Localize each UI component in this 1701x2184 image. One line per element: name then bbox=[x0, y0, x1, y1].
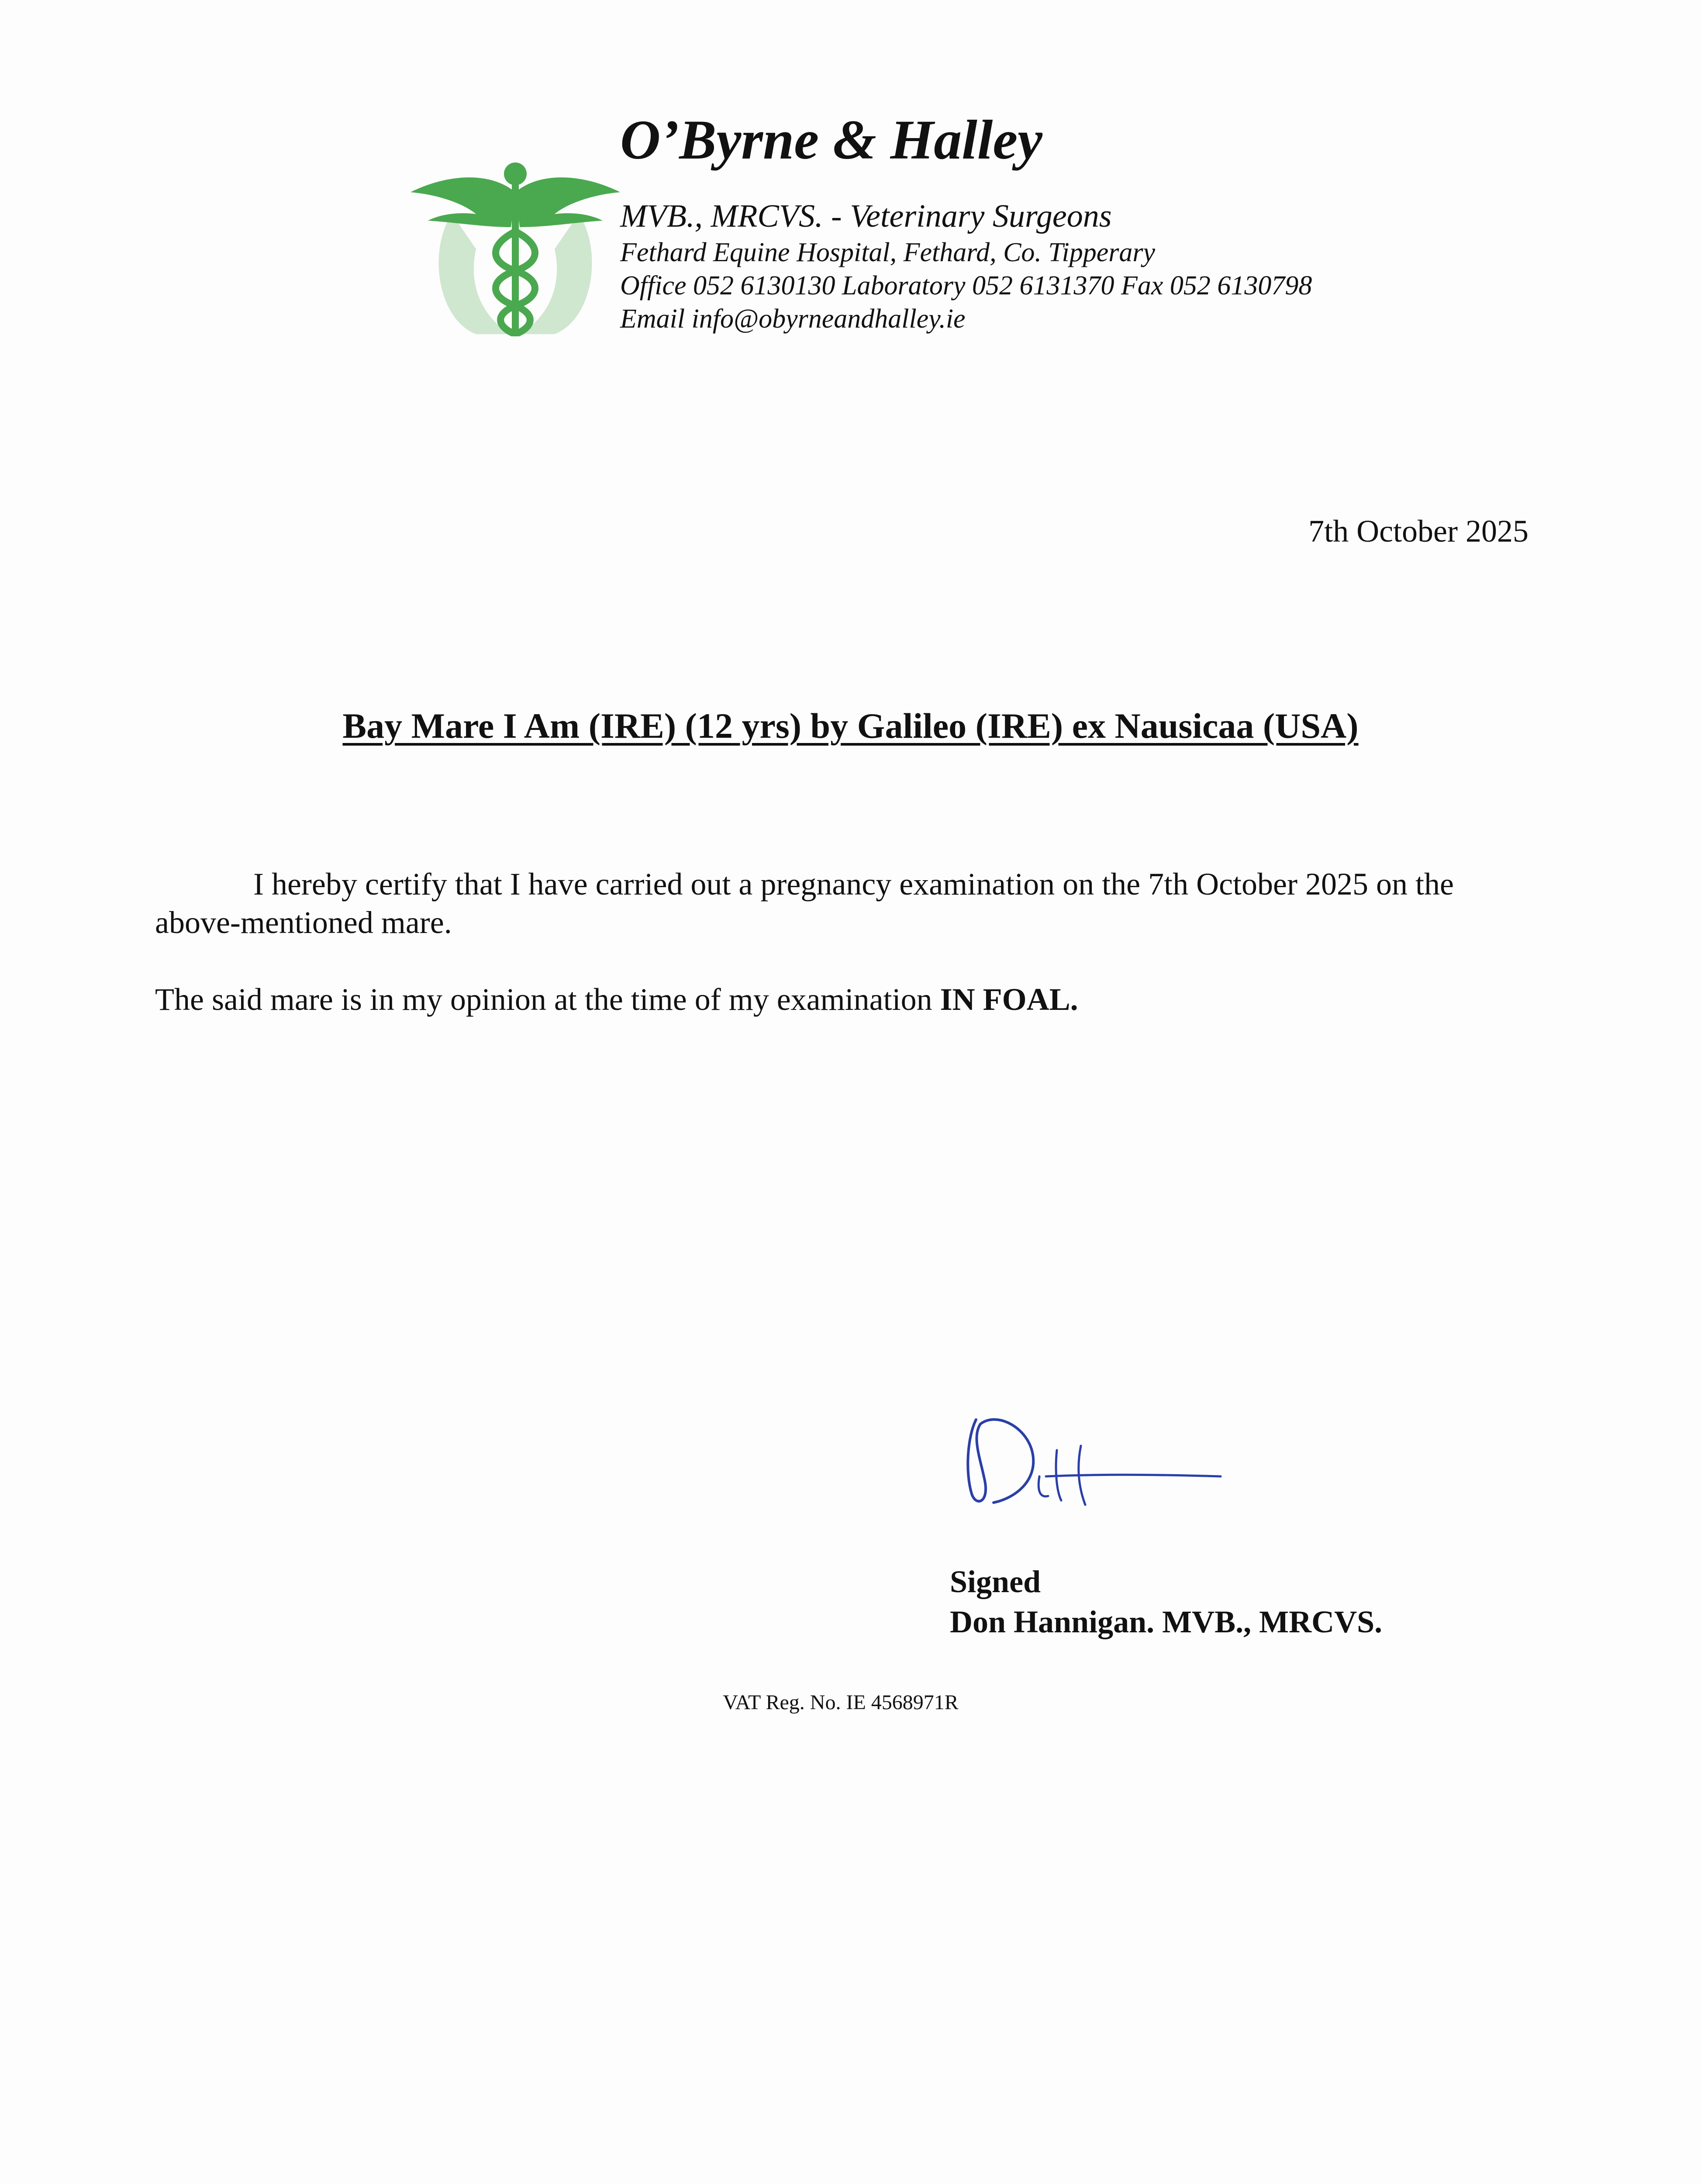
letter-body bbox=[155, 865, 1531, 1019]
opinion-result: IN FOAL. bbox=[940, 982, 1078, 1017]
caduceus-horseshoe-icon bbox=[411, 162, 620, 336]
letterhead bbox=[411, 109, 1459, 345]
signed-label: Signed bbox=[950, 1564, 1041, 1599]
certification-paragraph: I hereby certify that I have carried out a pregnancy examination on the 7th October 2025 on the above-mentioned mare. bbox=[155, 867, 1454, 940]
firm-email: Email info@obyrneandhalley.ie bbox=[620, 304, 966, 334]
firm-address: Fethard Equine Hospital, Fethard, Co. Tipperary bbox=[620, 238, 1156, 267]
letter-date: 7th October 2025 bbox=[1308, 514, 1528, 549]
firm-phones: Office 052 6130130 Laboratory 052 6131370 Fax 052 6130798 bbox=[620, 271, 1312, 301]
handwritten-signature bbox=[963, 1411, 1225, 1524]
firm-details bbox=[620, 197, 1312, 335]
subject-heading: Bay Mare I Am (IRE) (12 yrs) by Galileo (IRE) ex Nausicaa (USA) bbox=[342, 706, 1359, 746]
firm-qualifications: MVB., MRCVS. - Veterinary Surgeons bbox=[620, 198, 1112, 234]
opinion-text: The said mare is in my opinion at the time of my examination bbox=[155, 982, 940, 1017]
firm-name: O’Byrne & Halley bbox=[620, 109, 1042, 171]
signatory-name: Don Hannigan. MVB., MRCVS. bbox=[950, 1604, 1383, 1639]
vat-registration: VAT Reg. No. IE 4568971R bbox=[723, 1691, 959, 1714]
opinion-paragraph bbox=[155, 980, 1531, 1019]
signature-block bbox=[950, 1562, 1382, 1642]
